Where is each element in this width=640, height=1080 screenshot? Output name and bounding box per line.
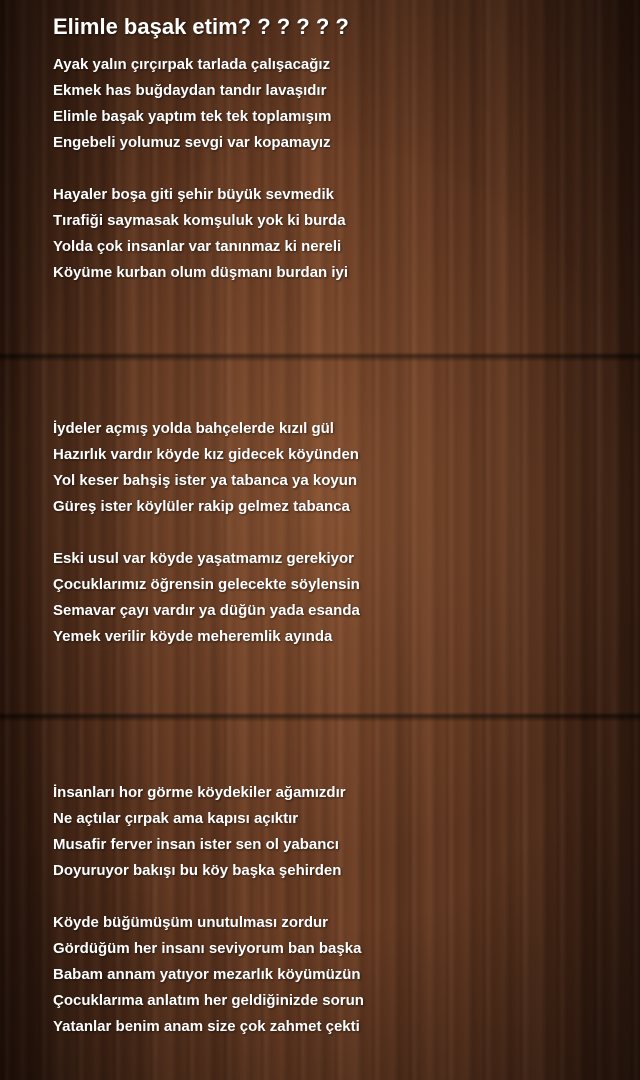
poem-line: Güreş ister köylüler rakip gelmez tabanca (53, 498, 350, 515)
poem-line: Yolda çok insanlar var tanınmaz ki nereli (53, 238, 342, 255)
stanza (53, 416, 613, 520)
poem-line: İydeler açmış yolda bahçelerde kızıl gül (53, 420, 334, 437)
stanza-spacer (53, 520, 613, 546)
stanza (53, 52, 613, 156)
section-spacer (53, 286, 613, 416)
poem-line: Eski usul var köyde yaşatmamız gerekiyor (53, 550, 354, 567)
poem-line: Semavar çayı vardır ya düğün yada esanda (53, 602, 360, 619)
stanza-spacer (53, 156, 613, 182)
poem-line: Engebeli yolumuz sevgi var kopamayız (53, 134, 331, 151)
poem-line: Hazırlık vardır köyde kız gidecek köyünden (53, 446, 359, 463)
poem-title: Elimle başak etim? ? ? ? ? ? (53, 14, 349, 39)
poem-line: Çocuklarıma anlatım her geldiğinizde sorun (53, 992, 364, 1009)
stanza (53, 182, 613, 286)
poem-line: Ayak yalın çırçırpak tarlada çalışacağız (53, 56, 331, 73)
poem-line: Musafir ferver insan ister sen ol yabancı (53, 836, 339, 853)
stanza-spacer (53, 884, 613, 910)
poem-line: Köyde büğümüşüm unutulması zordur (53, 914, 329, 931)
stanza (53, 910, 613, 1040)
poem-line: İnsanları hor görme köydekiler ağamızdır (53, 784, 346, 801)
stanza (53, 780, 613, 884)
poem-line: Hayaler boşa giti şehir büyük sevmedik (53, 186, 334, 203)
poem-line: Doyuruyor bakışı bu köy başka şehirden (53, 862, 342, 879)
poem-line: Çocuklarımız öğrensin gelecekte söylensin (53, 576, 360, 593)
poem-line: Yatanlar benim anam size çok zahmet çekti (53, 1018, 360, 1035)
poem-line: Babam annam yatıyor mezarlık köyümüzün (53, 966, 361, 983)
poem-line: Yemek verilir köyde meheremlik ayında (53, 628, 333, 645)
poem-line: Köyüme kurban olum düşmanı burdan iyi (53, 264, 349, 281)
poem-line: Ne açtılar çırpak ama kapısı açıktır (53, 810, 299, 827)
poem-line: Elimle başak yaptım tek tek toplamışım (53, 108, 332, 125)
poem-line: Tırafiği saymasak komşuluk yok ki burda (53, 212, 346, 229)
poem-line: Yol keser bahşiş ister ya tabanca ya koyun (53, 472, 358, 489)
poem-body (53, 52, 613, 1040)
poem-line: Ekmek has buğdaydan tandır lavaşıdır (53, 82, 327, 99)
stanza (53, 546, 613, 650)
section-spacer (53, 650, 613, 780)
poem-line: Gördüğüm her insanı seviyorum ban başka (53, 940, 362, 957)
